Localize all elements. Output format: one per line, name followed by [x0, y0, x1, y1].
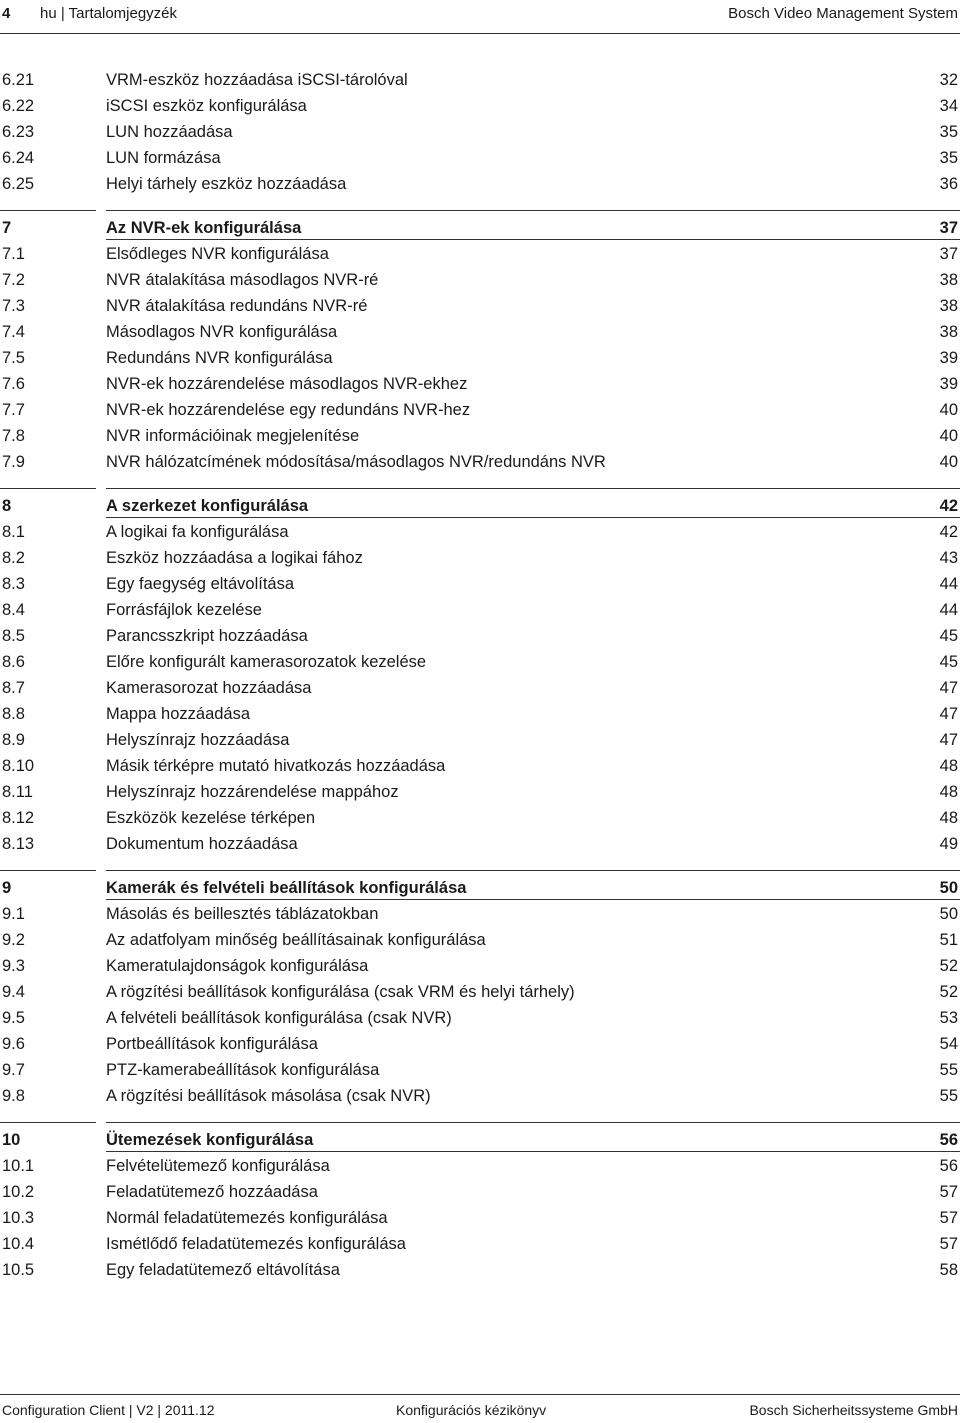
- toc-entry[interactable]: [0, 728, 960, 752]
- chapter-top-rule: [106, 870, 960, 871]
- toc-entry-page: 45: [939, 627, 958, 645]
- toc-entry-title: Egy feladatütemező eltávolítása: [106, 1261, 340, 1279]
- toc-entry[interactable]: [0, 346, 960, 370]
- toc-entry-title: A felvételi beállítások konfigurálása (csak NVR): [106, 1009, 452, 1027]
- toc-entry-page: 42: [939, 497, 958, 515]
- toc-entry-page: 44: [939, 601, 958, 619]
- toc-entry-number: 8.5: [2, 627, 25, 645]
- toc-entry[interactable]: [0, 928, 960, 952]
- toc-entry-page: 52: [939, 957, 958, 975]
- toc-entry[interactable]: [0, 954, 960, 978]
- toc-entry-number: 7.7: [2, 401, 25, 419]
- toc-entry-page: 45: [939, 653, 958, 671]
- toc-entry-number: 9.3: [2, 957, 25, 975]
- toc-entry-title: Normál feladatütemezés konfigurálása: [106, 1209, 388, 1227]
- page-footer: [0, 1402, 960, 1422]
- toc-entry-page: 44: [939, 575, 958, 593]
- toc-entry-number: 10: [2, 1131, 21, 1149]
- toc-entry-title: Másolás és beillesztés táblázatokban: [106, 905, 379, 923]
- toc-entry-number: 6.22: [2, 97, 35, 115]
- toc-entry-page: 51: [939, 931, 958, 949]
- chapter-underline: [106, 1151, 960, 1152]
- toc-entry-number: 8.8: [2, 705, 25, 723]
- toc-entry-page: 50: [939, 905, 958, 923]
- toc-entry-page: 53: [939, 1009, 958, 1027]
- toc-entry-number: 7.6: [2, 375, 25, 393]
- toc-entry-page: 49: [939, 835, 958, 853]
- toc-entry[interactable]: [0, 146, 960, 170]
- toc-entry-number: 8.1: [2, 523, 25, 541]
- toc-entry-page: 56: [939, 1131, 958, 1149]
- toc-entry-page: 57: [939, 1235, 958, 1253]
- toc-entry-title: Mappa hozzáadása: [106, 705, 251, 723]
- toc-entry-number: 7.4: [2, 323, 25, 341]
- toc-entry-page: 38: [939, 271, 958, 289]
- toc-entry-page: 38: [939, 297, 958, 315]
- toc-entry-number: 10.2: [2, 1183, 35, 1201]
- toc-entry-title: Az adatfolyam minőség beállításainak konfigurálása: [106, 931, 486, 949]
- toc-entry-number: 8.4: [2, 601, 25, 619]
- toc-entry[interactable]: [0, 902, 960, 926]
- toc-entry-number: 10.4: [2, 1235, 35, 1253]
- toc-entry-number: 9: [2, 879, 12, 897]
- toc-entry-title: A rögzítési beállítások konfigurálása (csak VRM és helyi tárhely): [106, 983, 575, 1001]
- toc-entry-page: 56: [939, 1157, 958, 1175]
- toc-entry-title: LUN formázása: [106, 149, 221, 167]
- toc-entry[interactable]: [0, 1232, 960, 1256]
- toc-entry-page: 52: [939, 983, 958, 1001]
- toc-entry-number: 8.2: [2, 549, 25, 567]
- toc-entry-number: 8.11: [2, 783, 33, 801]
- toc-entry-page: 48: [939, 757, 958, 775]
- page-number: 4: [2, 5, 11, 22]
- toc-entry[interactable]: [0, 546, 960, 570]
- section-label: hu | Tartalomjegyzék: [40, 5, 178, 22]
- toc-entry-number: 9.4: [2, 983, 25, 1001]
- toc-entry-page: 47: [939, 705, 958, 723]
- toc-entry-number: 8.12: [2, 809, 35, 827]
- page-header: [0, 0, 960, 30]
- toc-entry[interactable]: [0, 520, 960, 544]
- toc-entry-page: 39: [939, 375, 958, 393]
- toc-chapter-heading[interactable]: [0, 216, 960, 240]
- product-name: Bosch Video Management System: [728, 5, 958, 22]
- toc-entry-number: 6.24: [2, 149, 35, 167]
- toc-entry[interactable]: [0, 242, 960, 266]
- toc-entry-page: 42: [939, 523, 958, 541]
- chapter-top-rule: [106, 1122, 960, 1123]
- toc-entry-number: 8.6: [2, 653, 25, 671]
- toc-entry[interactable]: [0, 1258, 960, 1282]
- toc-entry[interactable]: [0, 372, 960, 396]
- toc-entry[interactable]: [0, 320, 960, 344]
- toc-entry-page: 58: [939, 1261, 958, 1279]
- toc-entry-title: Forrásfájlok kezelése: [106, 601, 262, 619]
- toc-entry-title: A rögzítési beállítások másolása (csak NVR): [106, 1087, 431, 1105]
- toc-entry[interactable]: [0, 1058, 960, 1082]
- toc-entry-page: 55: [939, 1087, 958, 1105]
- toc-entry-title: Elsődleges NVR konfigurálása: [106, 245, 329, 263]
- toc-entry[interactable]: [0, 172, 960, 196]
- toc-entry-title: Eszköz hozzáadása a logikai fához: [106, 549, 363, 567]
- chapter-left-rule: [0, 870, 96, 871]
- toc-entry-number: 10.5: [2, 1261, 35, 1279]
- toc-chapter-heading[interactable]: [0, 876, 960, 900]
- toc-entry-page: 48: [939, 783, 958, 801]
- chapter-underline: [106, 517, 960, 518]
- toc-entry-number: 9.1: [2, 905, 25, 923]
- toc-entry-number: 7.8: [2, 427, 25, 445]
- toc-entry-title: VRM-eszköz hozzáadása iSCSI-tárolóval: [106, 71, 408, 89]
- toc-entry[interactable]: [0, 1006, 960, 1030]
- toc-entry-title: Előre konfigurált kamerasorozatok kezelése: [106, 653, 427, 671]
- chapter-underline: [106, 899, 960, 900]
- toc-entry[interactable]: [0, 1154, 960, 1178]
- toc-entry[interactable]: [0, 780, 960, 804]
- toc-entry-page: 35: [939, 123, 958, 141]
- toc-entry[interactable]: [0, 1180, 960, 1204]
- toc-entry-title: NVR átalakítása redundáns NVR-ré: [106, 297, 368, 315]
- toc-entry-page: 38: [939, 323, 958, 341]
- toc-entry-page: 39: [939, 349, 958, 367]
- toc-entry-number: 10.3: [2, 1209, 35, 1227]
- toc-entry-page: 47: [939, 679, 958, 697]
- toc-entry-page: 35: [939, 149, 958, 167]
- chapter-top-rule: [106, 210, 960, 211]
- toc-entry-title: NVR hálózatcímének módosítása/másodlagos NVR/redundáns NVR: [106, 453, 606, 471]
- toc-entry-number: 8: [2, 497, 12, 515]
- toc-entry-title: Másik térképre mutató hivatkozás hozzáadása: [106, 757, 446, 775]
- chapter-underline: [106, 239, 960, 240]
- toc-entry-title: Parancsszkript hozzáadása: [106, 627, 308, 645]
- toc-entry-title: Egy faegység eltávolítása: [106, 575, 295, 593]
- toc-entry-number: 7.9: [2, 453, 25, 471]
- chapter-top-rule: [106, 488, 960, 489]
- toc-entry[interactable]: [0, 1084, 960, 1108]
- toc-entry-page: 47: [939, 731, 958, 749]
- toc-entry-page: 40: [939, 427, 958, 445]
- toc-entry-title: A szerkezet konfigurálása: [106, 497, 309, 515]
- toc-entry-page: 55: [939, 1061, 958, 1079]
- footer-doc-info: Configuration Client | V2 | 2011.12: [2, 1402, 215, 1418]
- toc-entry-title: Helyszínrajz hozzárendelése mappához: [106, 783, 399, 801]
- toc-entry-title: Portbeállítások konfigurálása: [106, 1035, 318, 1053]
- toc-entry-title: iSCSI eszköz konfigurálása: [106, 97, 307, 115]
- chapter-left-rule: [0, 210, 96, 211]
- toc-entry-page: 40: [939, 401, 958, 419]
- footer-doc-title: Konfigurációs kézikönyv: [396, 1402, 547, 1418]
- toc-entry[interactable]: [0, 598, 960, 622]
- toc-entry-number: 8.9: [2, 731, 25, 749]
- toc-entry-title: Másodlagos NVR konfigurálása: [106, 323, 338, 341]
- chapter-left-rule: [0, 1122, 96, 1123]
- toc-entry-title: NVR átalakítása másodlagos NVR-ré: [106, 271, 379, 289]
- toc-chapter-heading[interactable]: [0, 494, 960, 518]
- toc-entry[interactable]: [0, 294, 960, 318]
- footer-divider: [0, 1394, 960, 1395]
- toc-entry-number: 6.25: [2, 175, 35, 193]
- toc-entry[interactable]: [0, 832, 960, 856]
- toc-entry-number: 7.5: [2, 349, 25, 367]
- footer-company: Bosch Sicherheitssysteme GmbH: [749, 1402, 958, 1418]
- toc-entry-number: 8.10: [2, 757, 35, 775]
- toc-entry-page: 48: [939, 809, 958, 827]
- toc-entry-title: Felvételütemező konfigurálása: [106, 1157, 330, 1175]
- toc-entry-number: 8.13: [2, 835, 35, 853]
- toc-entry-page: 57: [939, 1209, 958, 1227]
- toc-entry-number: 10.1: [2, 1157, 35, 1175]
- toc-entry-title: NVR-ek hozzárendelése másodlagos NVR-ekhez: [106, 375, 468, 393]
- toc-entry-page: 50: [939, 879, 958, 897]
- toc-entry-title: Dokumentum hozzáadása: [106, 835, 298, 853]
- toc-entry-title: Eszközök kezelése térképen: [106, 809, 316, 827]
- toc-entry-page: 57: [939, 1183, 958, 1201]
- toc-entry-number: 7.2: [2, 271, 25, 289]
- toc-entry[interactable]: [0, 1206, 960, 1230]
- toc-entry[interactable]: [0, 450, 960, 474]
- toc-entry-page: 32: [939, 71, 958, 89]
- toc-entry[interactable]: [0, 624, 960, 648]
- toc-chapter-heading[interactable]: [0, 1128, 960, 1152]
- header-divider: [0, 33, 960, 34]
- toc-entry[interactable]: [0, 94, 960, 118]
- toc-entry-page: 37: [939, 219, 958, 237]
- toc-entry-title: NVR információinak megjelenítése: [106, 427, 360, 445]
- toc-entry[interactable]: [0, 398, 960, 422]
- toc-entry[interactable]: [0, 702, 960, 726]
- toc-entry[interactable]: [0, 268, 960, 292]
- toc-entry-title: Kamerasorozat hozzáadása: [106, 679, 312, 697]
- toc-entry-title: Az NVR-ek konfigurálása: [106, 219, 302, 237]
- toc-entry[interactable]: [0, 754, 960, 778]
- toc-entry-title: Feladatütemező hozzáadása: [106, 1183, 318, 1201]
- toc-entry-title: Helyszínrajz hozzáadása: [106, 731, 290, 749]
- toc-entry-number: 7.3: [2, 297, 25, 315]
- toc-entry-number: 9.7: [2, 1061, 25, 1079]
- toc-entry-number: 8.3: [2, 575, 25, 593]
- toc-entry[interactable]: [0, 676, 960, 700]
- toc-entry-number: 7: [2, 219, 12, 237]
- toc-entry-title: Kamerák és felvételi beállítások konfigurálása: [106, 879, 467, 897]
- toc-entry[interactable]: [0, 806, 960, 830]
- toc-entry-page: 36: [939, 175, 958, 193]
- toc-entry-number: 6.23: [2, 123, 35, 141]
- toc-entry-title: Ismétlődő feladatütemezés konfigurálása: [106, 1235, 406, 1253]
- toc-entry-page: 34: [939, 97, 958, 115]
- toc-entry-number: 8.7: [2, 679, 25, 697]
- toc-entry-title: Kameratulajdonságok konfigurálása: [106, 957, 369, 975]
- toc-entry-number: 9.6: [2, 1035, 25, 1053]
- toc-entry-number: 9.2: [2, 931, 25, 949]
- toc-entry-title: PTZ-kamerabeállítások konfigurálása: [106, 1061, 380, 1079]
- toc-entry-number: 9.8: [2, 1087, 25, 1105]
- toc-entry[interactable]: [0, 68, 960, 92]
- toc-entry[interactable]: [0, 120, 960, 144]
- toc-entry-number: 7.1: [2, 245, 25, 263]
- toc-entry[interactable]: [0, 572, 960, 596]
- toc-entry-page: 37: [939, 245, 958, 263]
- toc-entry-title: A logikai fa konfigurálása: [106, 523, 289, 541]
- toc-entry-title: Helyi tárhely eszköz hozzáadása: [106, 175, 347, 193]
- toc-entry-title: Ütemezések konfigurálása: [106, 1131, 314, 1149]
- toc-entry[interactable]: [0, 1032, 960, 1056]
- toc-entry-title: NVR-ek hozzárendelése egy redundáns NVR-hez: [106, 401, 471, 419]
- toc-entry-title: Redundáns NVR konfigurálása: [106, 349, 333, 367]
- toc-entry[interactable]: [0, 650, 960, 674]
- toc-entry-page: 40: [939, 453, 958, 471]
- toc-entry-page: 54: [939, 1035, 958, 1053]
- toc-entry-number: 6.21: [2, 71, 35, 89]
- toc-entry[interactable]: [0, 424, 960, 448]
- toc-entry[interactable]: [0, 980, 960, 1004]
- toc-entry-page: 43: [939, 549, 958, 567]
- chapter-left-rule: [0, 488, 96, 489]
- toc-entry-number: 9.5: [2, 1009, 25, 1027]
- toc-entry-title: LUN hozzáadása: [106, 123, 233, 141]
